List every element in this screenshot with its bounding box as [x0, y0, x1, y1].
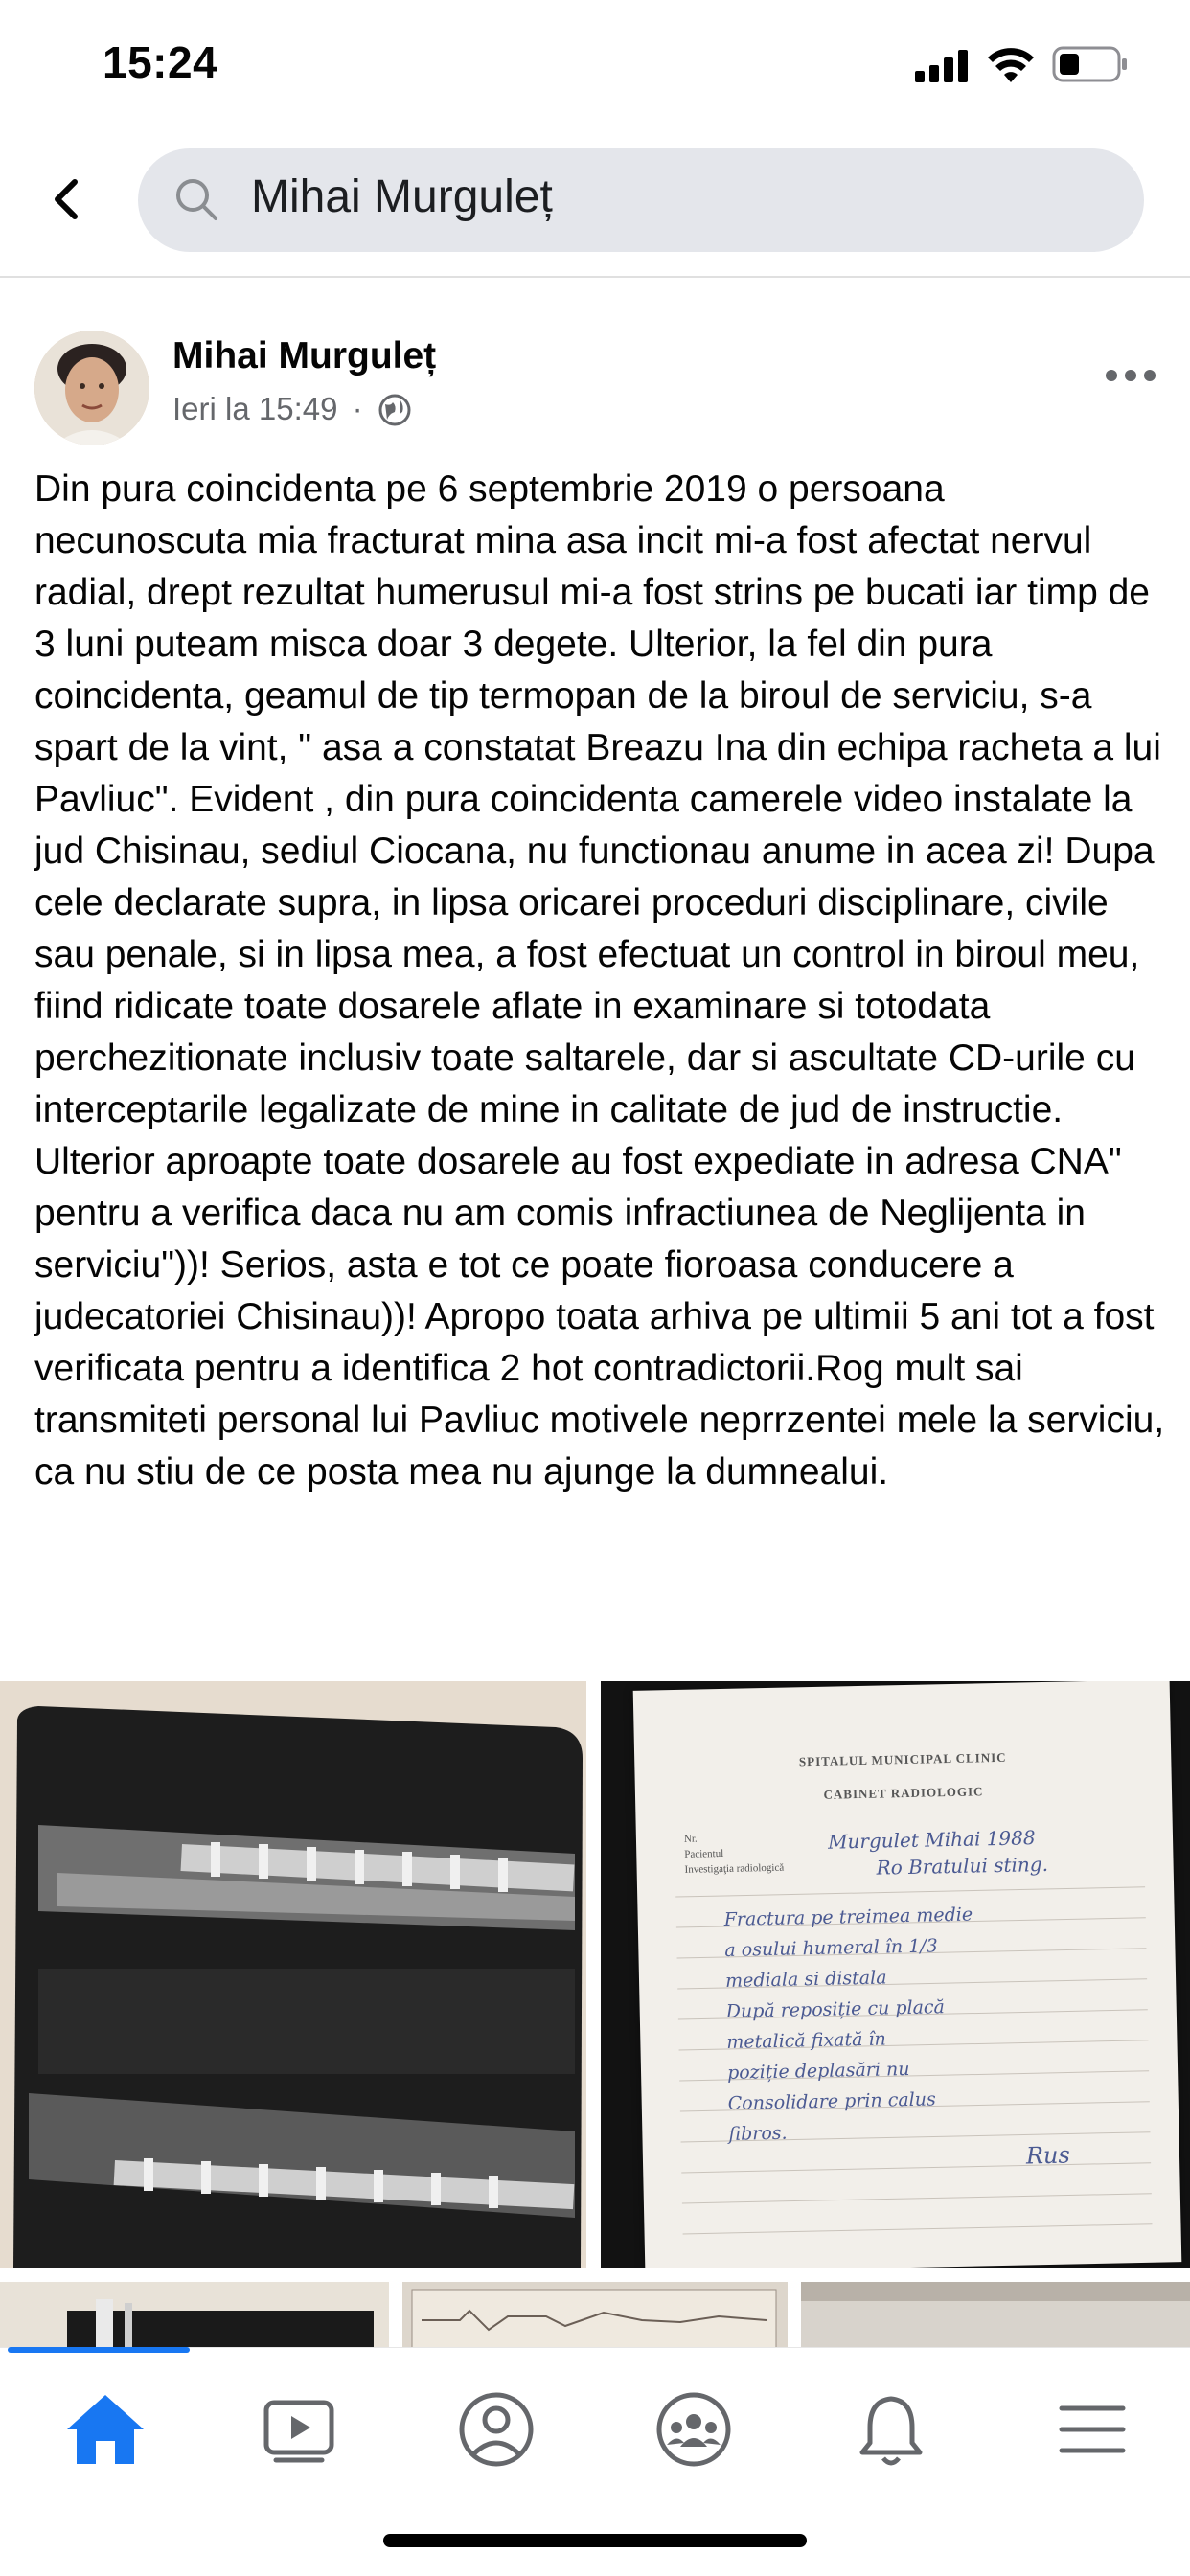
active-tab-indicator: [8, 2347, 190, 2353]
doc-hand-line: Fractura pe treimea medie: [723, 1904, 973, 1930]
doc-hand-line: După reposiție cu placă: [725, 1996, 946, 2022]
photo-thumbnail[interactable]: [801, 2282, 1190, 2355]
doc-header-cabinet: CABINET RADIOLOGIC: [823, 1784, 984, 1802]
doc-hand-line: poziție deplasări nu: [726, 2058, 910, 2084]
battery-icon: [1052, 45, 1129, 83]
menu-icon[interactable]: [1044, 2382, 1140, 2477]
doc-hand-line: Consolidare prin calus: [727, 2088, 936, 2114]
post-timestamp[interactable]: Ieri la 15:49: [172, 391, 338, 426]
home-indicator: [383, 2534, 807, 2547]
doc-label-investigation: Investigaţia radiologică: [684, 1861, 785, 1876]
post-meta: [172, 391, 412, 435]
chevron-left-icon: [38, 171, 96, 228]
home-icon[interactable]: [57, 2382, 153, 2477]
meta-separator: ·: [352, 391, 363, 426]
doc-signature: Rus: [1025, 2141, 1071, 2170]
avatar[interactable]: [34, 331, 149, 445]
doc-hand-line: fibros.: [728, 2122, 788, 2145]
globe-icon: [378, 393, 412, 435]
signal-icon: [915, 50, 969, 82]
search-icon: [172, 175, 220, 223]
photo-thumbnail[interactable]: [0, 2282, 389, 2355]
post-body: Din pura coincidenta pe 6 septembrie 2019 o persoana necunoscuta mia fracturat mina asa incit mi-a fost afectat nervul radial, drept rezultat humerusul mi-a fost strins pe bucati iar timp de 3 luni puteam misca doar 3 degete. Ulterior, la fel din pura coincidenta, geamul de tip termopan de la biroul de serviciu, s-a spart de la vint, " asa a constatat Breazu Ina din echipa racheta a lui Pavliuc". Evident , din pura coincidenta camerele video instalate la jud Chisinau, sediul Ciocana, nu functionau anume in acea zi! Dupa cele declarate supra, in lipsa oricarei proceduri disciplinare, civile sau penale, si in lipsa mea, a fost efectuat un control in biroul meu, fiind ridicate toate dosarele aflate in examinare si totodata perchezitionate inclusiv toate saltarele, dar si ascultate CD-urile cu interceptarile legalizate de mine in calitate de jud de instructie. Ulterior aproapte toate dosarele au fost expediate in adresa CNA" pentru a verifica daca nu am comis infractiunea de Neglijenta in serviciu"))! Serios, asta e tot ce poate fioroasa conducere a judecatoriei Chisinau))! Apropo toata arhiva pe ultimii 5 ani tot a fost verificata pentru a identifica 2 hot contradictorii.Rog mult sai transmiteti personal lui Pavliuc motivele neprrzentei mele la serviciu, ca nu stiu de ce posta mea nu ajunge la dumnealui.: [34, 468, 1165, 1493]
more-dots-icon: [1105, 369, 1156, 382]
header-divider: [0, 276, 1190, 278]
doc-exam-handwriting: Ro Bratului sting.: [876, 1852, 1049, 1880]
doc-hand-line: metalică fixată în: [726, 2028, 887, 2053]
wifi-icon: [987, 46, 1035, 84]
notifications-icon[interactable]: [843, 2382, 939, 2477]
doc-hand-line: a osului humeral în 1/3: [724, 1935, 938, 1961]
search-input[interactable]: Mihai Murguleț: [251, 171, 553, 222]
groups-icon[interactable]: [646, 2382, 742, 2477]
doc-patient-handwriting: Murgulet Mihai 1988: [827, 1826, 1036, 1854]
status-time: 15:24: [103, 37, 218, 87]
doc-header-hospital: SPITALUL MUNICIPAL CLINIC: [798, 1749, 1007, 1769]
video-icon[interactable]: [251, 2382, 347, 2477]
more-options-button[interactable]: [1105, 345, 1156, 393]
xray-photo[interactable]: [0, 1681, 586, 2268]
doc-hand-line: mediala si distala: [724, 1967, 887, 1992]
photo-thumbnail[interactable]: [402, 2282, 788, 2355]
back-button[interactable]: [38, 171, 96, 228]
doc-label-patient: Pacientul: [684, 1847, 724, 1860]
doc-label-nr: Nr.: [683, 1833, 698, 1845]
radiology-document-photo[interactable]: [601, 1681, 1190, 2268]
profile-icon[interactable]: [448, 2382, 544, 2477]
post-author[interactable]: Mihai Murguleț: [172, 335, 437, 376]
